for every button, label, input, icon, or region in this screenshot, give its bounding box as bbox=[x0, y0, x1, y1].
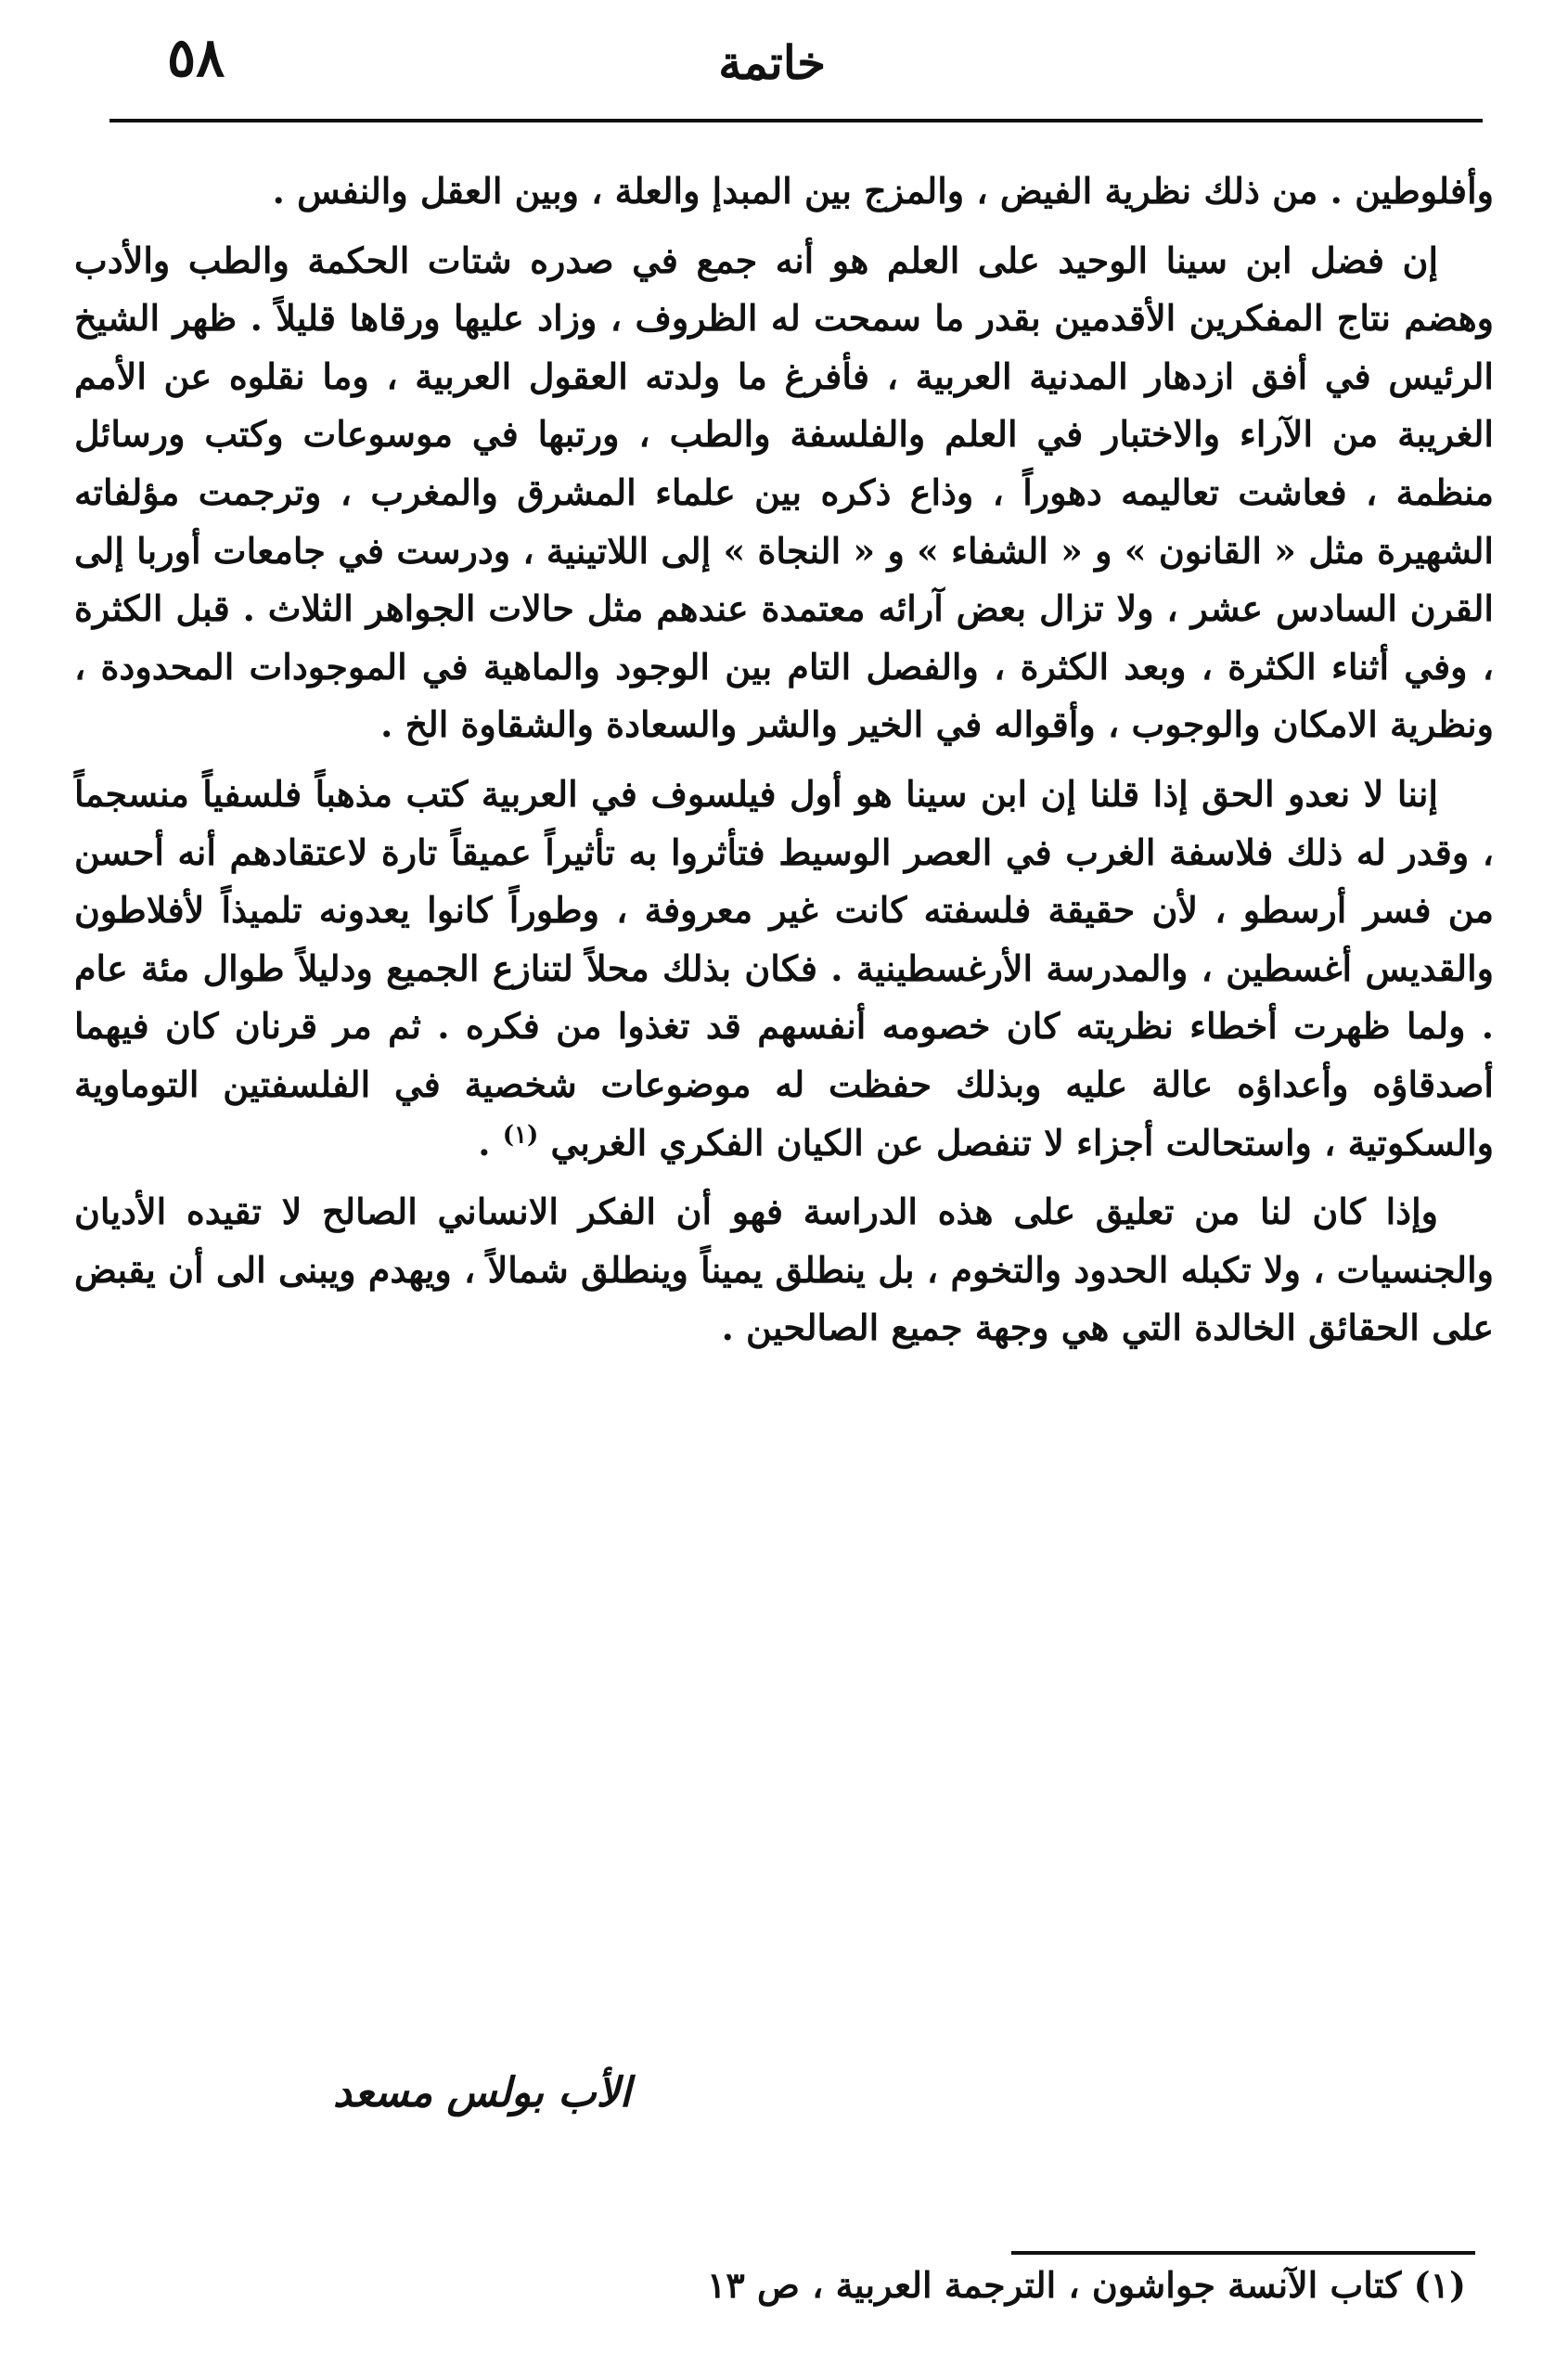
paragraph: إن فضل ابن سينا الوحيد على العلم هو أنه جمع في صدره شتات الحكمة والطب والأدب وهضم نتاج المفكرين الأقدمين بقدر ما سمحت له الظروف ، وزاد عليها ورقاها قليلاً . ظهر الشيخ الرئيس في أفق ازدهار المدنية العربية ، فأفرغ ما ولدته العقول العربية ، وما نقلوه عن الأمم الغريبة من الآراء والاختبار في العلم والفلسفة والطب ، ورتبها في موسوعات وكتب ورسائل منظمة ، فعاشت تعاليمه دهوراً ، وذاع ذكره بين علماء المشرق والمغرب ، وترجمت مؤلفاته الشهيرة مثل « القانون » و « الشفاء » و « النجاة » إلى اللاتينية ، ودرست في جامعات أوربا إلى القرن السادس عشر ، ولا تزال بعض آرائه معتمدة عندهم مثل حالات الجواهر الثلاث . قبل الكثرة ، وفي أثناء الكثرة ، وبعد الكثرة ، والفصل التام بين الوجود والماهية في الموجودات المحدودة ، ونظرية الامكان والوجوب ، وأقواله في الخير والشر والسعادة والشقاوة الخ . bbox=[74, 238, 1494, 746]
paragraph: وأفلوطين . من ذلك نظرية الفيض ، والمزج بين المبدإ والعلة ، وبين العقل والنفس . bbox=[272, 170, 1494, 212]
header-rule bbox=[109, 119, 1483, 122]
page-number: ٥٨ bbox=[167, 26, 225, 89]
paragraph: إننا لا نعدو الحق إذا قلنا إن ابن سينا هو أول فيلسوف في العربية كتب مذهباً فلسفياً منسجماً ، وقدر له ذلك فلاسفة الغرب في العصر الوسيط فتأثروا به تأثيراً عميقاً تارة لاعتقادهم أنه أحسن من فسر أرسطو ، لأن حقيقة فلسفته كانت غير معروفة ، وطوراً كانوا يعدونه تلميذاً لأفلاطون والقديس أغسطين ، والمدرسة الأرغسطينية . فكان بذلك محلاً لتنازع الجميع ودليلاً طوال مئة عام . ولما ظهرت أخطاء نظريته كان خصومه أنفسهم قد تغذوا من فكره . ثم مر قرنان كان فيهما أصدقاؤه وأعداؤه عالة عليه وبذلك حفظت له موضوعات شخصية في الفلسفتين التوماوية والسكوتية ، واستحالت أجزاء لا تنفصل عن الكيان الفكري الغربي $^{(١)}$ . bbox=[74, 772, 1494, 1164]
footnote-rule bbox=[1011, 2251, 1475, 2255]
paragraph: وإذا كان لنا من تعليق على هذه الدراسة فهو أن الفكر الانساني الصالح لا تقيده الأديان والجنسيات ، ولا تكبله الحدود والتخوم ، بل ينطلق يميناً وينطلق شمالاً ، ويهدم ويبنى الى أن يقبض على الحقائق الخالدة التي هي وجهة جميع الصالحين . bbox=[74, 1190, 1494, 1349]
page-header bbox=[84, 26, 1484, 109]
footnote-reference[interactable]: (١) bbox=[502, 1120, 539, 1149]
body-text bbox=[74, 162, 1494, 1357]
running-title: خاتمة bbox=[718, 35, 826, 90]
author-signature: الأب بولس مسعد bbox=[333, 2069, 631, 2116]
footnote: (١) كتاب الآنسة جواشون ، الترجمة العربية ، ص ١٣ bbox=[706, 2264, 1466, 2306]
paragraph-text: إننا لا نعدو الحق إذا قلنا إن ابن سينا هو أول فيلسوف في العربية كتب مذهباً فلسفياً منسجماً ، وقدر له ذلك فلاسفة الغرب في العصر الوسيط فتأثروا به تأثيراً عميقاً تارة لاعتقادهم أنه أحسن من فسر أرسطو ، لأن حقيقة فلسفته كانت غير معروفة ، وطوراً كانوا يعدونه تلميذاً لأفلاطون والقديس أغسطين ، والمدرسة الأرغسطينية . فكان بذلك محلاً لتنازع الجميع ودليلاً طوال مئة عام . ولما ظهرت أخطاء نظريته كان خصومه أنفسهم قد تغذوا من فكره . ثم مر قرنان كان فيهما أصدقاؤه وأعداؤه عالة عليه وبذلك حفظت له موضوعات شخصية في الفلسفتين التوماوية والسكوتية ، واستحالت أجزاء لا تنفصل عن الكيان الفكري الغربي bbox=[74, 772, 1494, 1164]
